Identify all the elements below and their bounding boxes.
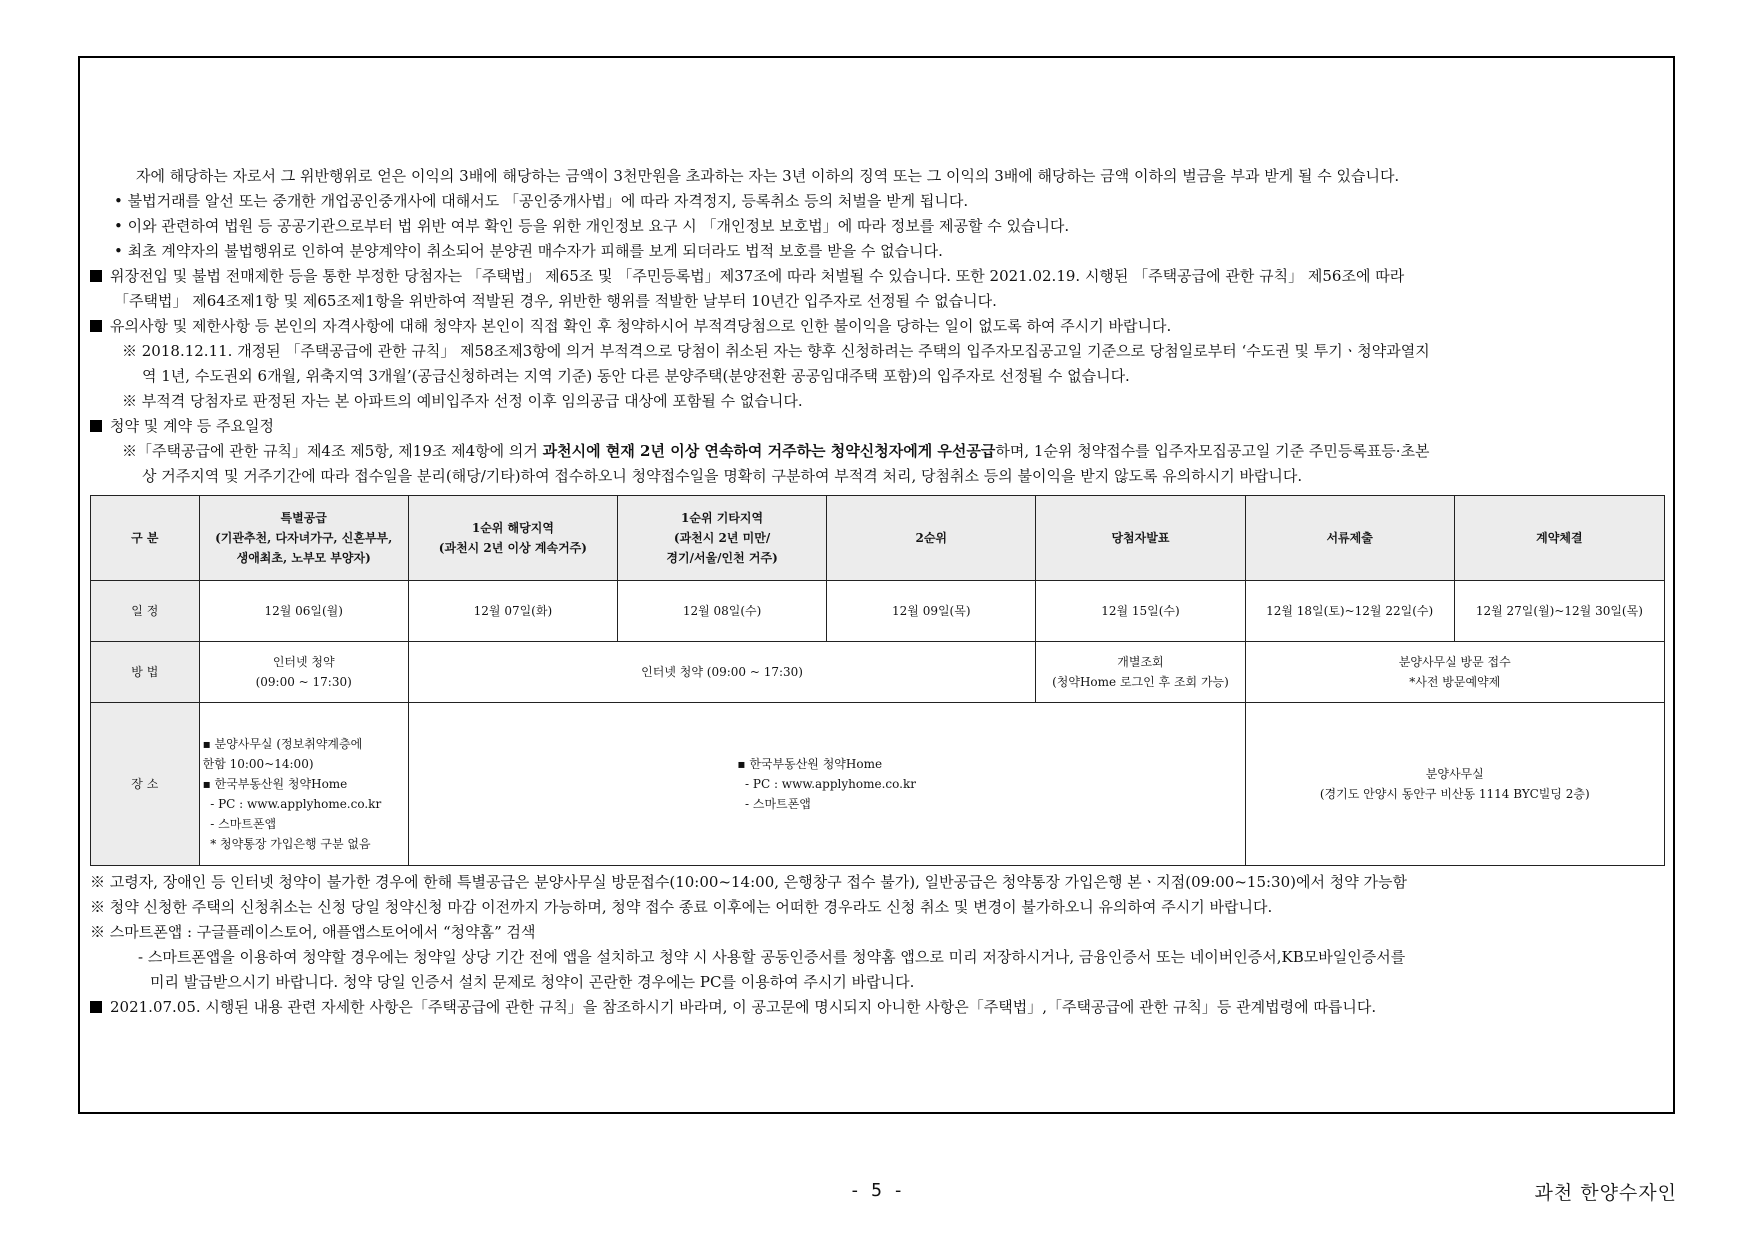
bullet-item: • 최초 계약자의 불법행위로 인하여 분양계약이 취소되어 분양권 매수자가 피해를 보게 되더라도 법적 보호를 받을 수 없습니다. [114,242,943,260]
table-row-schedule [91,581,1665,642]
header-document-submit: 서류제출 [1245,496,1454,581]
note-continuation: 미리 발급받으시기 바랍니다. 청약 당일 인증서 설치 문제로 청약이 곤란한 경우에는 PC를 이용하여 주시기 바랍니다. [150,973,915,991]
schedule-table [90,495,1665,866]
header-category: 구 분 [91,496,200,581]
table-cell: 인터넷 청약 (09:00 ~ 17:30) [408,642,1036,703]
document-body [90,164,1665,1020]
table-cell: 분양사무실 (경기도 안양시 동안구 비산동 1114 BYC빌딩 2층) [1245,703,1664,866]
section-item [90,995,1665,1020]
section-text: 유의사항 및 제한사항 등 본인의 자격사항에 대해 청약자 본인이 직접 확인 후 청약하시어 부적격당첨으로 인한 불이익을 당하는 일이 없도록 하여 주시기 바랍니다. [110,317,1172,335]
note-item: ※ 2018.12.11. 개정된 「주택공급에 관한 규칙」 제58조제3항에 의거 부적격으로 당첨이 취소된 자는 향후 신청하려는 주택의 입주자모집공고일 기준으로 당첨일로부터 ‘수도권 및 투기ㆍ청약과열지 [122,342,1430,360]
table-row-method [91,642,1665,703]
table-cell: 12월 08일(수) [617,581,826,642]
section-text: 위장전입 및 불법 전매제한 등을 통한 부정한 당첨자는 「주택법」 제65조 및 「주민등록법」제37조에 따라 처벌될 수 있습니다. 또한 2021.02.19. 시행된 「주택공급에 관한 규칙」 제56조에 따라 [110,267,1405,285]
header-contract: 계약체결 [1454,496,1664,581]
bullet-item: • 이와 관련하여 법원 등 공공기관으로부터 법 위반 여부 확인 등을 위한 개인정보 요구 시 「개인정보 보호법」에 따라 정보를 제공할 수 있습니다. [114,217,1070,235]
table-cell: 12월 27일(월)~12월 30일(목) [1454,581,1664,642]
bullet-item: • 불법거래를 알선 또는 중개한 개업공인중개사에 대해서도 「공인중개사법」에 따라 자격정지, 등록취소 등의 처벌을 받게 됩니다. [114,192,969,210]
table-row-venue [91,703,1665,866]
header-first-local: 1순위 해당지역 (과천시 2년 이상 계속거주) [408,496,617,581]
table-cell: 인터넷 청약 (09:00 ~ 17:30) [199,642,408,703]
table-cell: 12월 06일(월) [199,581,408,642]
table-cell: 개별조회 (청약Home 로그인 후 조회 가능) [1036,642,1245,703]
row-label: 일 정 [91,581,200,642]
square-bullet-icon [90,320,102,332]
table-cell: 분양사무실 방문 접수 *사전 방문예약제 [1245,642,1664,703]
table-cell: ▪ 분양사무실 (정보취약계층에 한함 10:00~14:00) ▪ 한국부동산원 청약Home - PC : www.applyhome.co.kr - 스마트폰앱 * 청약통장 가입은행 구분 없음 [199,703,408,866]
table-cell: 12월 09일(목) [827,581,1036,642]
note-subitem: - 스마트폰앱을 이용하여 청약할 경우에는 청약일 상당 기간 전에 앱을 설치하고 청약 시 사용할 공동인증서를 청약홈 앱으로 미리 저장하시거나, 금융인증서 또는 네이버인증서,KB모바일인증서를 [138,948,1406,966]
note-item: ※ 청약 신청한 주택의 신청취소는 신청 당일 청약신청 마감 이전까지 가능하며, 청약 접수 종료 이후에는 어떠한 경우라도 신청 취소 및 변경이 불가하오니 유의하여 주시기 바랍니다. [90,898,1273,916]
section-item [90,314,1665,339]
header-special-supply: 특별공급 (기관추천, 다자녀가구, 신혼부부, 생애최초, 노부모 부양자) [199,496,408,581]
square-bullet-icon [90,1001,102,1013]
table-cell: 12월 07일(화) [408,581,617,642]
section-item [90,264,1665,289]
note-item: ※ 스마트폰앱 : 구글플레이스토어, 애플앱스토어에서 “청약홈” 검색 [90,923,536,941]
section-heading: 청약 및 계약 등 주요일정 [110,417,274,435]
header-first-other: 1순위 기타지역 (과천시 2년 미만/ 경기/서울/인천 거주) [617,496,826,581]
header-winner-announce: 당첨자발표 [1036,496,1245,581]
note-continuation: 상 거주지역 및 거주기간에 따라 접수일을 분리(해당/기타)하여 접수하오니 청약접수일을 명확히 구분하여 부적격 처리, 당첨취소 등의 불이익을 받지 않도록 유의하시기 바랍니다. [142,467,1303,485]
note-text: ※「주택공급에 관한 규칙」제4조 제5항, 제19조 제4항에 의거 [122,442,543,460]
page-number: - 5 - [849,1180,904,1201]
paragraph: 자에 해당하는 자로서 그 위반행위로 얻은 이익의 3배에 해당하는 금액이 3천만원을 초과하는 자는 3년 이하의 징역 또는 그 이익의 3배에 해당하는 금액 이하의 벌금을 부과 받게 될 수 있습니다. [136,167,1400,185]
table-cell: 12월 15일(수) [1036,581,1245,642]
table-cell: 12월 18일(토)~12월 22일(수) [1245,581,1454,642]
section-text: 2021.07.05. 시행된 내용 관련 자세한 사항은「주택공급에 관한 규칙」을 참조하시기 바라며, 이 공고문에 명시되지 아니한 사항은「주택법」,「주택공급에 관한 규칙」등 관계법령에 따릅니다. [110,998,1377,1016]
table-header-row [91,496,1665,581]
square-bullet-icon [90,270,102,282]
note-item [90,439,1665,464]
note-item: ※ 고령자, 장애인 등 인터넷 청약이 불가한 경우에 한해 특별공급은 분양사무실 방문접수(10:00~14:00, 은행창구 접수 불가), 일반공급은 청약통장 가입은행 본ㆍ지점(09:00~15:30)에서 청약 가능함 [90,873,1407,891]
row-label: 장 소 [91,703,200,866]
section-continuation: 「주택법」 제64조제1항 및 제65조제1항을 위반하여 적발된 경우, 위반한 행위를 적발한 날부터 10년간 입주자로 선정될 수 없습니다. [114,292,997,310]
table-cell: ▪ 한국부동산원 청약Home - PC : www.applyhome.co.kr - 스마트폰앱 [408,703,1245,866]
square-bullet-icon [90,420,102,432]
note-text: 하며, 1순위 청약접수를 입주자모집공고일 기준 주민등록표등·초본 [995,442,1430,460]
row-label: 방 법 [91,642,200,703]
section-item [90,414,1665,439]
project-name: 과천 한양수자인 [1534,1182,1677,1204]
note-emphasis: 과천시에 현재 2년 이상 연속하여 거주하는 청약신청자에게 우선공급 [542,442,996,460]
note-item: ※ 부적격 당첨자로 판정된 자는 본 아파트의 예비입주자 선정 이후 임의공급 대상에 포함될 수 없습니다. [122,392,803,410]
note-continuation: 역 1년, 수도권외 6개월, 위축지역 3개월’(공급신청하려는 지역 기준) 동안 다른 분양주택(분양전환 공공임대주택 포함)의 입주자로 선정될 수 없습니다. [142,367,1130,385]
header-second: 2순위 [827,496,1036,581]
